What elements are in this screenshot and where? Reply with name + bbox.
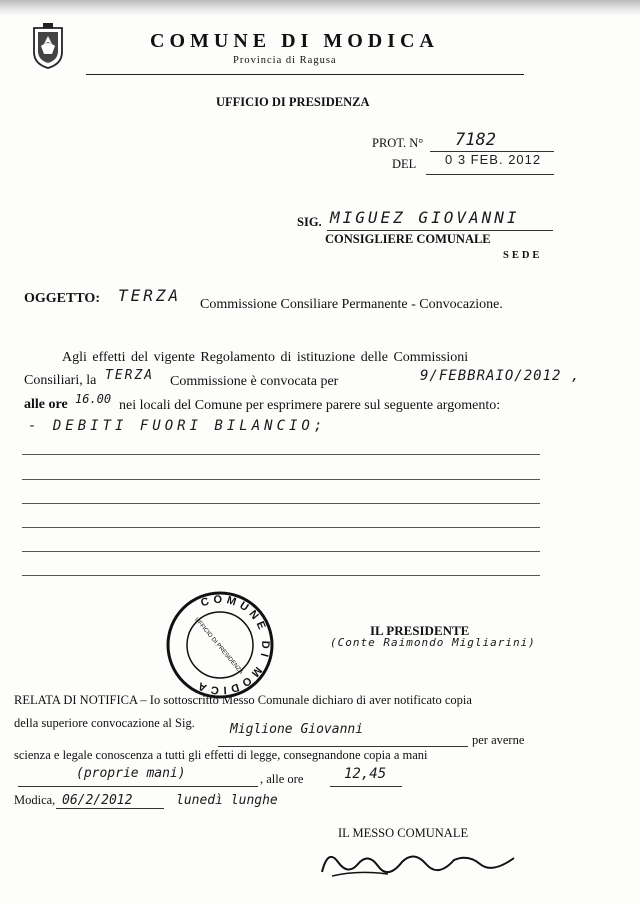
office-stamp bbox=[165, 590, 275, 700]
del-date-stamp: 0 3 FEB. 2012 bbox=[445, 152, 542, 167]
stamp-outer-text: COMUNE DI MODICA bbox=[192, 593, 272, 697]
oggetto-label: OGGETTO: bbox=[24, 291, 100, 306]
relata-date-hand: 06/2/2012 bbox=[62, 793, 133, 808]
body-line-1: Agli effetti del vigente Regolamento di istituzione delle Commissioni bbox=[62, 350, 469, 365]
argomento-hand: - DEBITI FUORI BILANCIO; bbox=[28, 418, 327, 434]
presidente-signature: (Conte Raimondo Migliarini) bbox=[330, 636, 536, 649]
relata-mani-hand: (proprie mani) bbox=[76, 766, 186, 781]
body-line-2-start: Consiliari, la bbox=[24, 373, 97, 388]
ruled-line bbox=[22, 454, 540, 455]
oggetto-handwritten: TERZA bbox=[118, 286, 182, 305]
del-label: DEL bbox=[392, 157, 417, 171]
relata-line-2-start: della superiore convocazione al Sig. bbox=[14, 716, 195, 730]
header-divider bbox=[86, 74, 524, 75]
prot-number: 7182 bbox=[455, 130, 496, 150]
recipient-name: MIGUEZ GIOVANNI bbox=[330, 208, 520, 227]
relata-line-3: scienza e legale conoscenza a tutti gli effetti di legge, consegnandone copia a mani bbox=[14, 748, 428, 762]
sig-label: SIG. bbox=[297, 215, 322, 229]
del-underline bbox=[426, 174, 554, 175]
ruled-line bbox=[22, 503, 540, 504]
comune-title: COMUNE DI MODICA bbox=[150, 30, 439, 52]
body-commission-hand: TERZA bbox=[105, 368, 155, 383]
relata-line-1: RELATA DI NOTIFICA – Io sottoscritto Messo Comunale dichiaro di aver notificato copia bbox=[14, 693, 472, 707]
messo-signature bbox=[318, 842, 518, 882]
body-line-3-end: nei locali del Comune per esprimere parere sul seguente argomento: bbox=[119, 398, 501, 413]
stamp-inner-text: UFFICIO DI PRESIDENZA bbox=[193, 616, 244, 676]
provincia-subtitle: Provincia di Ragusa bbox=[233, 55, 337, 66]
relata-recipient-underline bbox=[218, 746, 468, 747]
relata-day-hand: lunedì lunghe bbox=[176, 793, 278, 808]
presidente-label: IL PRESIDENTE bbox=[370, 623, 470, 638]
oggetto-text: Commissione Consiliare Permanente - Convocazione. bbox=[200, 297, 503, 312]
relata-date-underline bbox=[56, 808, 164, 809]
relata-time-underline bbox=[330, 786, 402, 787]
recipient-role: CONSIGLIERE COMUNALE bbox=[325, 232, 491, 246]
ruled-line bbox=[22, 551, 540, 552]
relata-ore-label: , alle ore bbox=[260, 772, 304, 786]
sig-underline bbox=[327, 230, 553, 231]
relata-mani-underline bbox=[18, 786, 258, 787]
relata-recipient-hand: Miglione Giovanni bbox=[230, 722, 364, 737]
body-date-hand: 9/FEBBRAIO/2012 , bbox=[420, 368, 581, 384]
scan-edge bbox=[0, 0, 640, 16]
messo-label: IL MESSO COMUNALE bbox=[338, 826, 469, 840]
body-line-3-start: alle ore bbox=[24, 397, 68, 412]
ruled-line bbox=[22, 527, 540, 528]
relata-line-2-end: per averne bbox=[472, 733, 525, 747]
crest-icon bbox=[30, 22, 66, 70]
recipient-sede: SEDE bbox=[503, 250, 543, 261]
body-time-hand: 16.00 bbox=[75, 392, 112, 406]
ruled-line bbox=[22, 575, 540, 576]
relata-modica-label: Modica, bbox=[14, 793, 56, 807]
ruled-line bbox=[22, 479, 540, 480]
prot-label: PROT. N° bbox=[372, 136, 424, 150]
relata-time-hand: 12,45 bbox=[344, 766, 387, 782]
body-line-2-mid: Commissione è convocata per bbox=[170, 374, 339, 389]
office-title: UFFICIO DI PRESIDENZA bbox=[216, 95, 370, 109]
